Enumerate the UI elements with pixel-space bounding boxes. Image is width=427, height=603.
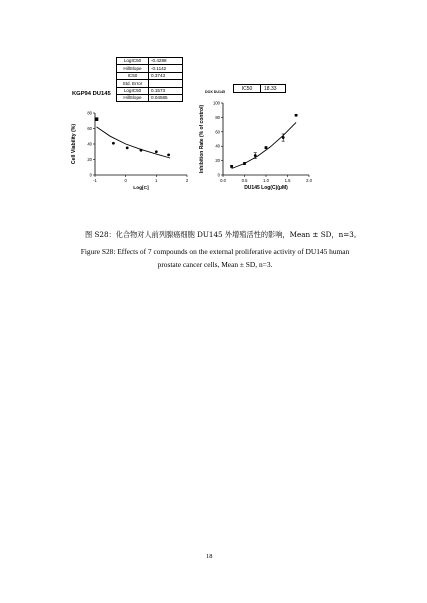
x-tick-label: 2 [185,178,189,183]
stats-value: 0.3743 [149,72,183,79]
y-tick-label: 0 [217,172,220,178]
stats-key: HillSlope [117,65,149,72]
x-axis-label: Log[C] [133,186,149,191]
data-point [126,146,129,149]
cell-viability-chart [55,105,215,195]
stats-row [117,65,183,72]
data-point [155,150,158,153]
stats-row [117,58,183,65]
data-point [140,149,143,152]
stats-key: LogIC50 [117,58,149,65]
y-tick-label: 20 [215,158,220,164]
inhibition-rate-chart [195,95,325,195]
stats-row [117,94,183,101]
stats-value [149,80,183,87]
data-point [230,165,233,168]
x-tick-label: -1 [93,178,97,183]
stats-row [117,72,183,79]
data-point [112,142,115,145]
y-tick-label: 100 [213,100,220,106]
stats-table [116,57,183,102]
y-tick-label: 20 [87,157,92,162]
y-tick-label: 60 [87,126,92,131]
x-axis-label: DU145 Log(C)(μM) [244,185,288,191]
fit-curve [232,122,297,168]
x-tick-label: 0.0 [220,178,226,183]
ic50-box [233,84,286,93]
left-panel-title: KGP94 DU145 [72,91,111,97]
fit-curve [97,127,171,158]
data-point [95,117,99,121]
y-tick-label: 80 [87,110,92,116]
stats-row [117,80,183,87]
x-tick-label: 1.0 [263,178,269,183]
ic50-value: 18.33 [261,85,286,93]
caption-english-line1: Figure S28: Effects of 7 compounds on the external proliferative activity of DU145 human [80,247,350,256]
y-tick-label: 40 [87,141,92,147]
stats-key: IC50 [117,72,149,79]
stats-value: 0.04585 [149,94,183,101]
stats-value: -0.4288 [149,58,183,65]
data-point [243,162,246,165]
x-tick-label: 1.5 [284,178,291,183]
x-tick-label: 0 [124,178,127,183]
x-tick-label: 1 [155,178,158,183]
x-tick-label: 0.5 [241,178,248,183]
data-point [254,154,257,157]
y-tick-label: 0 [89,172,92,178]
caption-chinese: 图 S28：化合物对人前列腺癌细胞 DU145 外增殖活性的影响，Mean ± SD，n=3。 [85,230,361,239]
data-point [295,114,298,117]
y-axis-label: Inhibition Rate (% of control) [199,104,205,174]
stats-value: 0.1573 [149,87,183,94]
stats-key: Std. Error [117,80,149,87]
y-axis-label: Cell Viability (%) [71,123,77,165]
data-point [265,146,268,149]
stats-row [117,87,183,94]
y-tick-label: 60 [215,129,220,135]
x-tick-label: 2.0 [306,178,312,183]
y-tick-label: 80 [215,114,220,120]
y-tick-label: 40 [215,143,220,149]
ic50-label: IC50 [234,85,261,93]
data-point [167,153,170,156]
page-number: 18 [206,553,213,560]
stats-value: -0.1142 [149,65,183,72]
data-point [282,136,285,139]
stats-key: LogIC50 [117,87,149,94]
caption-english-line2: prostate cancer cells, Mean ± SD, n=3. [157,260,273,269]
stats-key: HillSlope [117,94,149,101]
right-panel-subtitle: DOX DU145 [205,90,225,94]
